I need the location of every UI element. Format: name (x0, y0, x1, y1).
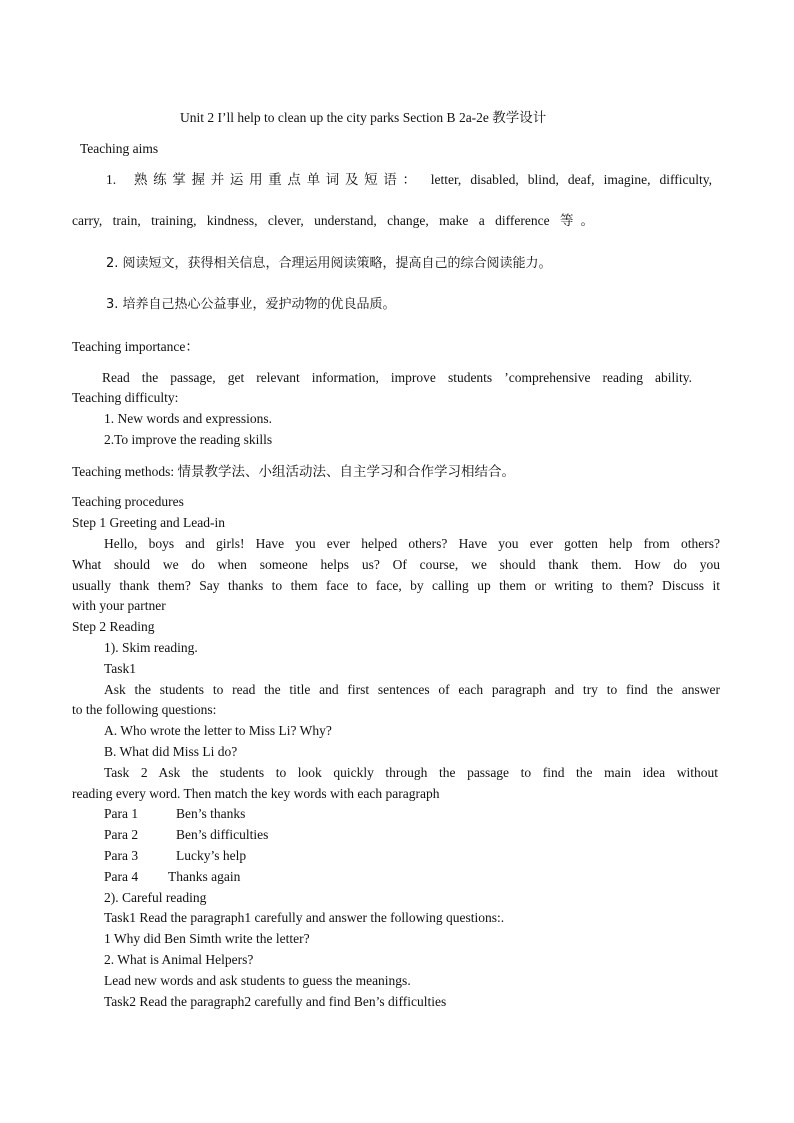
question-a: A. Who wrote the letter to Miss Li? Why? (104, 723, 332, 738)
para-label: Para 1 (104, 806, 139, 821)
para-label: Para 4 (104, 869, 139, 884)
step1-paragraph-line: Hello, boys and girls! Have you ever helped others? Have you ever gotten help from others? (104, 536, 720, 551)
para-label: Para 3 (104, 848, 139, 863)
difficulty-item: 2.To improve the reading skills (104, 432, 273, 447)
step1-paragraph-line: with your partner (72, 598, 166, 613)
step1-paragraph-line: What should we do when someone helps us? Of course, we should thank them. How do you (72, 557, 720, 572)
careful-question-1: 1 Why did Ben Simth write the letter? (104, 931, 310, 946)
para-main-idea: Ben’s thanks (176, 806, 246, 821)
skim-reading-label: 1). Skim reading. (104, 640, 198, 655)
para-label: Para 2 (104, 827, 139, 842)
methods-line: Teaching methods: 情景教学法、小组活动法、自主学习和合作学习相结合。 (72, 464, 516, 479)
difficulty-heading: Teaching difficulty: (72, 390, 179, 405)
task2-instruction-line: reading every word. Then match the key words with each paragraph (72, 786, 440, 801)
aims-heading: Teaching aims (80, 141, 159, 156)
importance-heading: Teaching importance： (72, 339, 199, 354)
careful-reading-label: 2). Careful reading (104, 890, 207, 905)
careful-task2-line: Task2 Read the paragraph2 carefully and find Ben’s difficulties (104, 994, 447, 1009)
aim-3-text: 3. 培养自己热心公益事业，爱护动物的优良品质。 (106, 297, 396, 312)
aim-1-number: 1. (106, 172, 117, 187)
step1-heading: Step 1 Greeting and Lead-in (72, 515, 225, 530)
document-title: Unit 2 I’ll help to clean up the city parks Section B 2a-2e 教学设计 (180, 110, 547, 125)
task2-instruction-line: Task 2 Ask the students to look quickly through the passage to find the main idea without (104, 765, 718, 780)
task1-instruction-line: to the following questions: (72, 702, 217, 717)
para-main-idea: Ben’s difficulties (176, 827, 269, 842)
lead-new-words-line: Lead new words and ask students to guess the meanings. (104, 973, 411, 988)
careful-question-2: 2. What is Animal Helpers? (104, 952, 254, 967)
aim-1-text: 熟练掌握并运用重点单词及短语： letter, disabled, blind, deaf, imagine, difficulty, (134, 172, 712, 187)
para-main-idea: Lucky’s help (176, 848, 247, 863)
step2-heading: Step 2 Reading (72, 619, 155, 634)
aim-1-continuation: carry, train, training, kindness, clever, understand, change, make a difference 等。 (72, 213, 594, 228)
task1-label: Task1 (104, 661, 137, 676)
question-b: B. What did Miss Li do? (104, 744, 238, 759)
careful-task1-line: Task1 Read the paragraph1 carefully and answer the following questions:. (104, 910, 505, 925)
step1-paragraph-line: usually thank them? Say thanks to them face to face, by calling up them or writing to them? Discuss it (72, 578, 720, 593)
aim-2-text: 2. 阅读短文，获得相关信息，合理运用阅读策略，提高自己的综合阅读能力。 (106, 256, 552, 271)
task1-instruction-line: Ask the students to read the title and first sentences of each paragraph and try to find the answer (104, 682, 720, 697)
para-main-idea: Thanks again (168, 869, 241, 884)
procedures-heading: Teaching procedures (72, 494, 184, 509)
importance-text: Read the passage, get relevant information, improve students ’comprehensive reading ability. (102, 370, 692, 385)
difficulty-item: 1. New words and expressions. (104, 411, 272, 426)
